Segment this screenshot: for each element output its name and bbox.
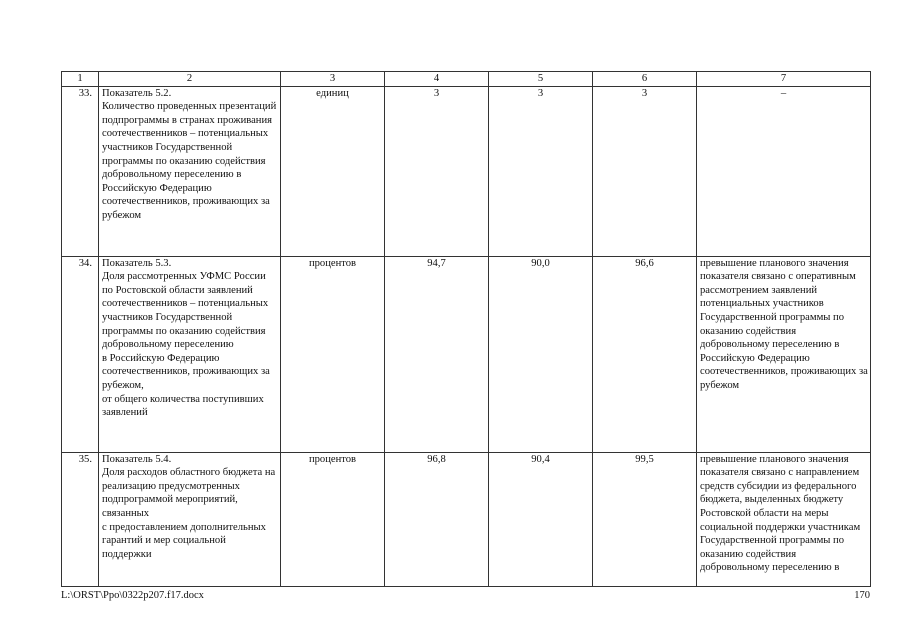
unit-cell: процентов [281, 452, 385, 586]
row-number: 35. [62, 452, 99, 586]
column-number: 7 [697, 72, 871, 87]
column-number: 2 [99, 72, 281, 87]
value-cell: 90,4 [489, 452, 593, 586]
column-number: 6 [593, 72, 697, 87]
indicator-name: Показатель 5.3. Доля рассмотренных УФМС России по Ростовской области заявлений соотечественников – потенциальных участников Государственной программы по оказанию содействия добровольному переселению в Российскую Федерацию соотечественников, проживающих за рубежом, от общего количества поступивших заявлений [99, 256, 281, 452]
page-number: 170 [854, 590, 870, 601]
file-path: L:\ORST\Ppo\0322p207.f17.docx [61, 590, 204, 601]
table-row [62, 256, 871, 452]
value-cell: 96,6 [593, 256, 697, 452]
value-cell: 90,0 [489, 256, 593, 452]
row-number: 34. [62, 256, 99, 452]
table-row [62, 86, 871, 256]
value-cell: 94,7 [385, 256, 489, 452]
value-cell: 99,5 [593, 452, 697, 586]
indicator-name: Показатель 5.4. Доля расходов областного бюджета на реализацию предусмотренных подпрограммой мероприятий, связанных с предоставлением дополнительных гарантий и мер социальной поддержки [99, 452, 281, 586]
value-cell: 3 [593, 86, 697, 256]
column-number: 4 [385, 72, 489, 87]
table-row [62, 452, 871, 586]
value-cell: 3 [489, 86, 593, 256]
report-table [61, 71, 871, 587]
value-cell: 96,8 [385, 452, 489, 586]
unit-cell: единиц [281, 86, 385, 256]
column-number-row [62, 72, 871, 87]
note-cell: – [697, 86, 871, 256]
column-number: 1 [62, 72, 99, 87]
note-cell: превышение планового значения показателя связано с направлением средств субсидии из федерального бюджета, выделенных бюджету Ростовской области на меры социальной поддержки участникам Государственной программы по оказанию содействия добровольному переселению в [697, 452, 871, 586]
note-cell: превышение планового значения показателя связано с оперативным рассмотрением заявлений потенциальных участников Государственной программы по оказанию содействия добровольному переселению в Российскую Федерацию соотечественников, проживающих за рубежом [697, 256, 871, 452]
unit-cell: процентов [281, 256, 385, 452]
value-cell: 3 [385, 86, 489, 256]
row-number: 33. [62, 86, 99, 256]
column-number: 5 [489, 72, 593, 87]
indicator-name: Показатель 5.2. Количество проведенных презентаций подпрограммы в странах проживания соотечественников – потенциальных участников Государственной программы по оказанию содействия добровольному переселению в Российскую Федерацию соотечественников, проживающих за рубежом [99, 86, 281, 256]
column-number: 3 [281, 72, 385, 87]
